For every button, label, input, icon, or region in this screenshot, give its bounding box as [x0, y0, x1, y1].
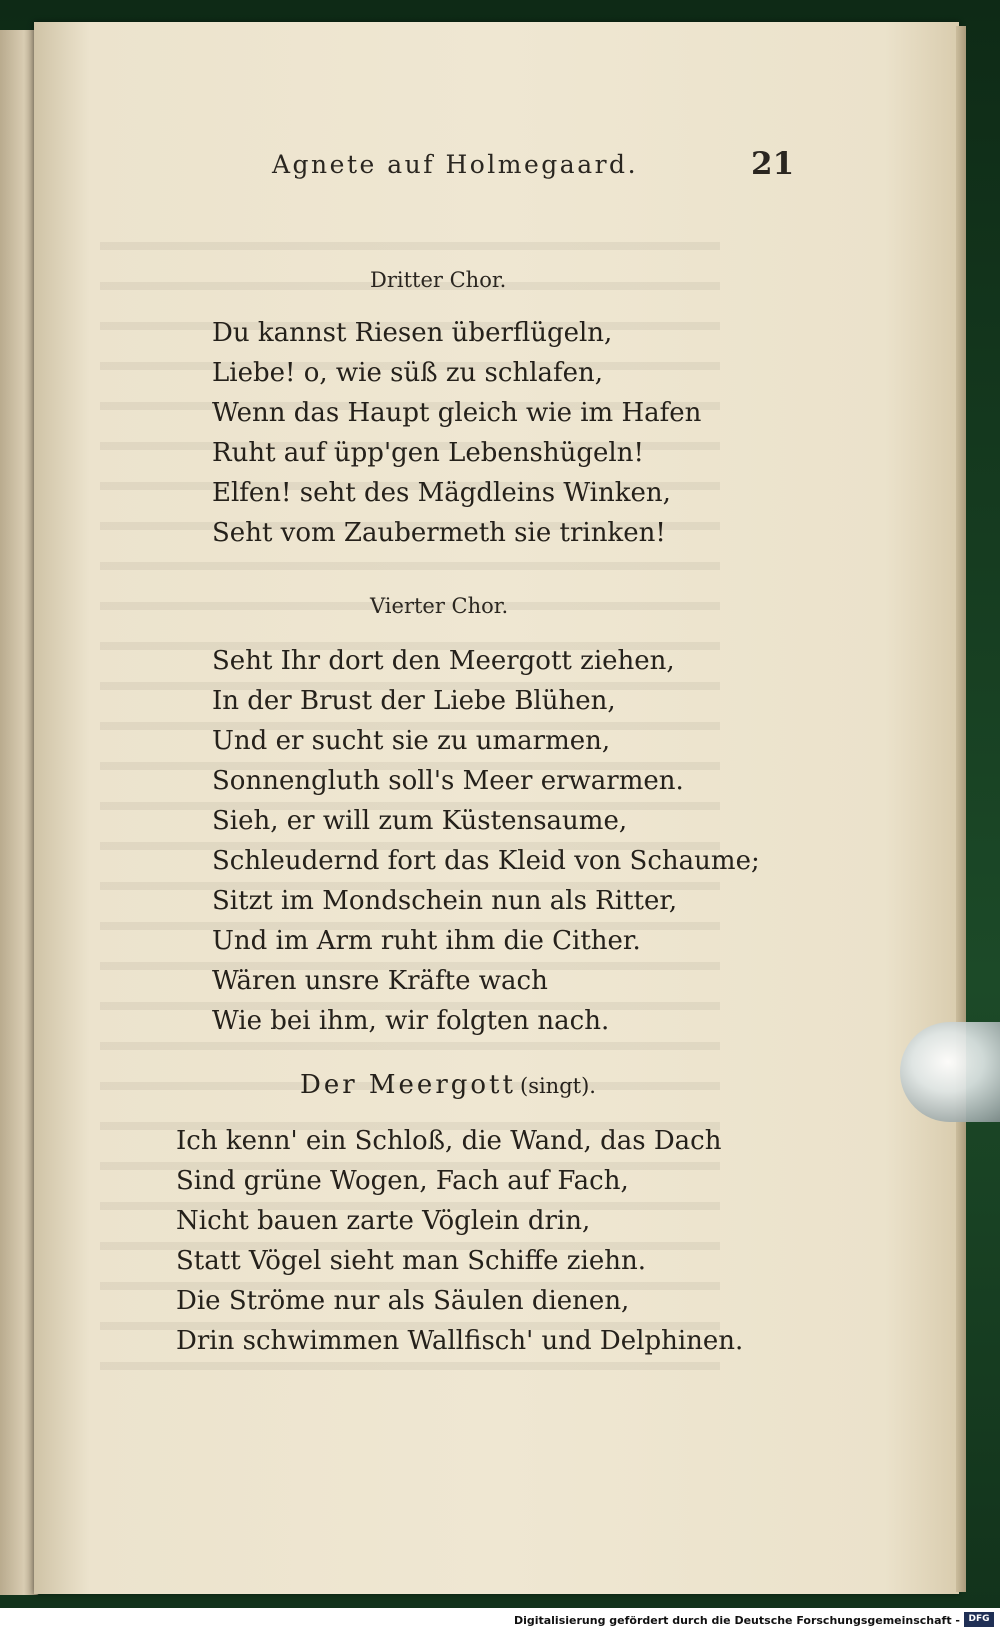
page-clip	[900, 1022, 1000, 1122]
verse-line: Wie bei ihm, wir folgten nach.	[212, 1006, 610, 1036]
verse-line: Sonnengluth soll's Meer erwarmen.	[212, 766, 684, 796]
section-heading: Der Meergott	[300, 1070, 516, 1100]
verse-line: Du kannst Riesen überflügeln,	[212, 318, 613, 348]
verse-line: Die Ströme nur als Säulen dienen,	[176, 1286, 630, 1316]
verse-line: Liebe! o, wie süß zu schlafen,	[212, 358, 604, 388]
stage-direction: (singt).	[520, 1074, 596, 1098]
verse-line: Nicht bauen zarte Vöglein drin,	[176, 1206, 591, 1236]
verse-line: Sitzt im Mondschein nun als Ritter,	[212, 886, 678, 916]
footer-bar	[0, 1608, 1000, 1632]
page-number: 21	[751, 146, 795, 182]
funding-credit: Digitalisierung gefördert durch die Deutsche Forschungsgemeinschaft -	[513, 1614, 960, 1627]
verse-line: Ich kenn' ein Schloß, die Wand, das Dach	[176, 1126, 722, 1156]
section-heading: Vierter Chor.	[370, 594, 509, 618]
verse-line: Und er sucht sie zu umarmen,	[212, 726, 611, 756]
verse-line: In der Brust der Liebe Blühen,	[212, 686, 616, 716]
dfg-logo: DFG	[964, 1612, 994, 1627]
verse-line: Elfen! seht des Mägdleins Winken,	[212, 478, 671, 508]
page-fore-edge	[956, 26, 966, 1592]
verse-line: Wenn das Haupt gleich wie im Hafen	[212, 398, 702, 428]
section-heading: Dritter Chor.	[370, 268, 507, 292]
verse-line: Seht Ihr dort den Meergott ziehen,	[212, 646, 675, 676]
verse-line: Wären unsre Kräfte wach	[212, 966, 548, 996]
verse-line: Ruht auf üpp'gen Lebenshügeln!	[212, 438, 644, 468]
verse-line: Schleudernd fort das Kleid von Schaume;	[212, 846, 760, 876]
verse-line: Sieh, er will zum Küstensaume,	[212, 806, 628, 836]
verse-line: Drin schwimmen Wallfisch' und Delphinen.	[176, 1326, 744, 1356]
verse-line: Und im Arm ruht ihm die Cither.	[212, 926, 641, 956]
page-header	[0, 146, 1000, 190]
verse-line: Statt Vögel sieht man Schiffe ziehn.	[176, 1246, 646, 1276]
running-title: Agnete auf Holmegaard.	[272, 150, 639, 179]
verse-line: Seht vom Zaubermeth sie trinken!	[212, 518, 666, 548]
verse-line: Sind grüne Wogen, Fach auf Fach,	[176, 1166, 629, 1196]
